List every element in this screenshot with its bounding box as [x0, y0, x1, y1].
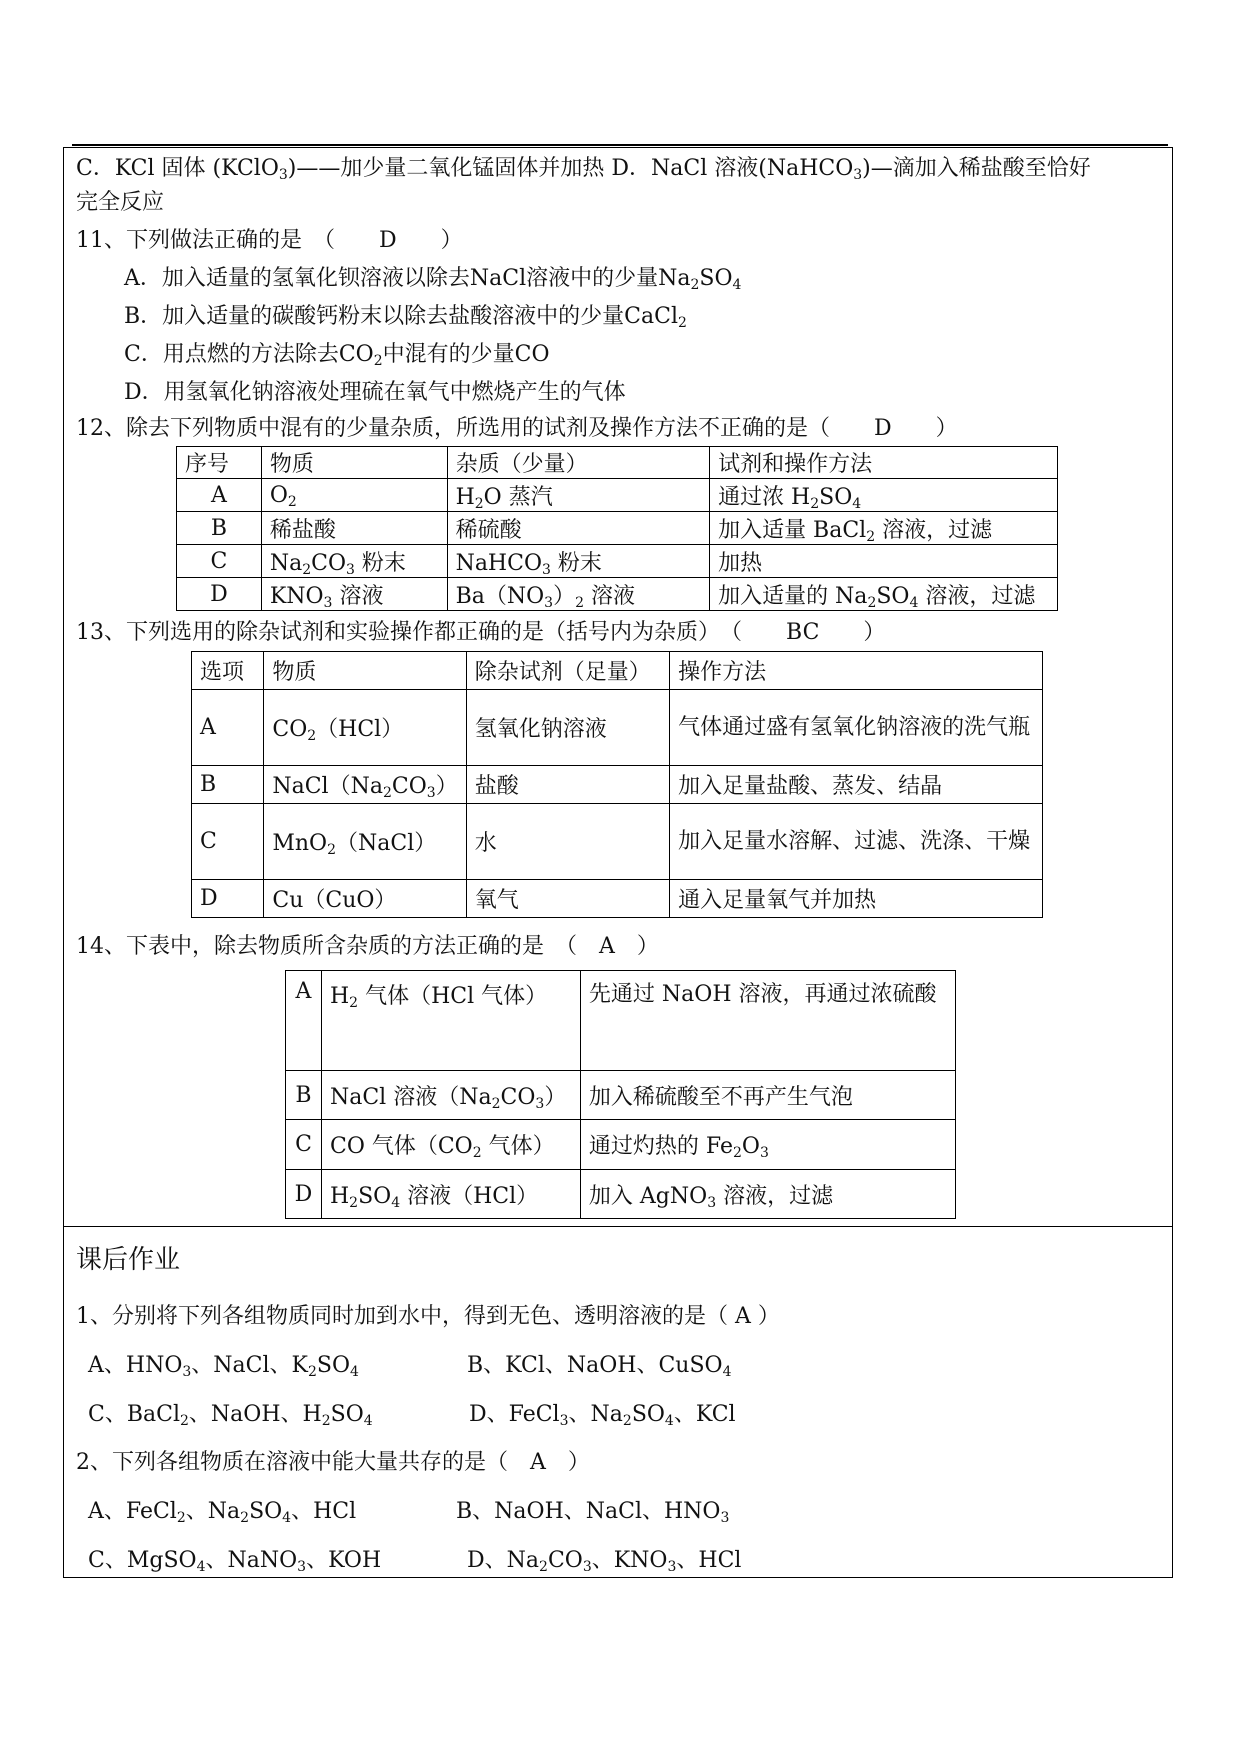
q13-stem: 13、下列选用的除杂试剂和实验操作都正确的是（括号内为杂质） （ BC ）: [76, 620, 886, 645]
q11-option-d: D．用氢氧化钠溶液处理硫在氧气中燃烧产生的气体: [124, 380, 626, 405]
q14-method: 先通过 NaOH 溶液，再通过浓硫酸: [580, 971, 955, 1071]
hw-q1-stem: 1、分别将下列各组物质同时加到水中，得到无色、透明溶液的是（ A ）: [76, 1304, 780, 1329]
q10-line-1: C．KCl 固体 (KClO$_3$)——加少量二氧化锰固体并加热 D．NaCl 溶液(NaHCO$_3$)—滴加入稀盐酸至恰好: [76, 156, 1091, 183]
q10-line-2: 完全反应: [76, 190, 165, 215]
q14-method: 加入稀硫酸至不再产生气泡: [580, 1071, 955, 1120]
q12-substance: $KNO_3$ 溶液: [261, 578, 447, 611]
q12-row: [177, 512, 1058, 545]
q14-row: [286, 1071, 956, 1120]
hw-q2-stem: 2、下列各组物质在溶液中能大量共存的是（ A ）: [76, 1450, 590, 1475]
section-divider: [63, 1226, 1173, 1227]
hw-q2-option-c: C、MgSO$_4$、NaNO$_3$、KOH: [88, 1548, 382, 1575]
hw-q1-option-c: C、BaCl$_2$、NaOH、$H_2SO_4$: [88, 1402, 373, 1429]
q14-row: [286, 971, 956, 1071]
q12-header-cell: 杂质（少量）: [447, 447, 710, 479]
q11-option-b: B．加入适量的碳酸钙粉末以除去盐酸溶液中的少量CaCl$_2$: [124, 304, 687, 331]
q12-header-row: [177, 447, 1058, 479]
q13-method: 加入足量水溶解、过滤、洗涤、干燥: [670, 804, 1043, 880]
q13-method: 通入足量氧气并加热: [670, 880, 1043, 918]
hw-q2-option-d: D、$Na_2CO_3$、$KNO_3$、HCl: [467, 1548, 742, 1575]
q14-row-id: B: [286, 1071, 322, 1120]
q12-row-id: C: [177, 545, 262, 578]
q13-row: [192, 880, 1043, 918]
q12-impurity: $Ba(NO_3)_2$ 溶液: [447, 578, 710, 611]
hw-q2-option-b: B、NaOH、NaCl、$HNO_3$: [456, 1499, 730, 1526]
q13-row-id: B: [192, 766, 264, 804]
q12-row-id: A: [177, 479, 262, 512]
q14-method: 通过灼热的 $Fe_2O_3$: [580, 1120, 955, 1170]
q12-method: 通过浓 $H_2SO_4$: [710, 479, 1058, 512]
q13-reagent: 氢氧化钠溶液: [466, 690, 669, 766]
q12-header-cell: 物质: [261, 447, 447, 479]
q13-row-id: C: [192, 804, 264, 880]
q13-method: 加入足量盐酸、蒸发、结晶: [670, 766, 1043, 804]
q12-row: [177, 479, 1058, 512]
q13-row: [192, 804, 1043, 880]
q11-option-a: A．加入适量的氢氧化钡溶液以除去NaCl溶液中的少量$Na_2SO_4$: [124, 266, 742, 293]
q13-row-id: A: [192, 690, 264, 766]
q13-method: 气体通过盛有氢氧化钠溶液的洗气瓶: [670, 690, 1043, 766]
q13-row: [192, 690, 1043, 766]
q12-method: 加入适量 BaCl$_2$ 溶液，过滤: [710, 512, 1058, 545]
homework-heading: 课后作业: [76, 1245, 181, 1275]
q12-row: [177, 545, 1058, 578]
q12-table: [176, 446, 1058, 611]
q13-table: [191, 651, 1043, 918]
q14-row-id: A: [286, 971, 322, 1071]
q13-header-cell: 操作方法: [670, 652, 1043, 690]
q12-impurity: $H_2O$ 蒸汽: [447, 479, 710, 512]
q14-substance: NaCl 溶液$(Na_2CO_3)$: [321, 1071, 580, 1120]
q12-header-cell: 试剂和操作方法: [710, 447, 1058, 479]
q14-substance: $H_2SO_4$ 溶液（HCl）: [321, 1170, 580, 1219]
q12-stem: 12、除去下列物质中混有的少量杂质，所选用的试剂及操作方法不正确的是（ D ）: [76, 416, 958, 441]
q14-row-id: D: [286, 1170, 322, 1219]
q14-method: 加入 AgNO$_3$ 溶液，过滤: [580, 1170, 955, 1219]
q11-stem: 11、下列做法正确的是 （ D ）: [76, 228, 463, 253]
q13-reagent: 盐酸: [466, 766, 669, 804]
q13-header-cell: 物质: [264, 652, 466, 690]
q13-row-id: D: [192, 880, 264, 918]
q12-impurity: NaHCO$_3$ 粉末: [447, 545, 710, 578]
q11-option-c: C．用点燃的方法除去$CO_2$中混有的少量CO: [124, 342, 550, 369]
q13-reagent: 氧气: [466, 880, 669, 918]
q14-row-id: C: [286, 1120, 322, 1170]
q14-stem: 14、下表中，除去物质所含杂质的方法正确的是 （ A ）: [76, 934, 659, 959]
q13-row: [192, 766, 1043, 804]
q14-row: [286, 1170, 956, 1219]
q14-table: [285, 970, 956, 1219]
q12-substance: 稀盐酸: [261, 512, 447, 545]
q13-substance: MnO$_2$（NaCl）: [264, 804, 466, 880]
q12-method: 加热: [710, 545, 1058, 578]
hw-q1-option-d: D、FeCl$_3$、$Na_2SO_4$、KCl: [469, 1402, 736, 1429]
q12-header-cell: 序号: [177, 447, 262, 479]
q12-substance: $Na_2CO_3$ 粉末: [261, 545, 447, 578]
q12-impurity: 稀硫酸: [447, 512, 710, 545]
q14-substance: $H_2$ 气体（HCl 气体）: [321, 971, 580, 1071]
q12-method: 加入适量的 $Na_2SO_4$ 溶液，过滤: [710, 578, 1058, 611]
q13-substance: $NaCl(Na_2CO_3)$: [264, 766, 466, 804]
q12-row-id: D: [177, 578, 262, 611]
q13-reagent: 水: [466, 804, 669, 880]
q13-header-row: [192, 652, 1043, 690]
hw-q1-option-a: A、$HNO_3$、NaCl、$K_2SO_4$: [88, 1353, 359, 1380]
header-rule: [72, 144, 1168, 146]
q12-row-id: B: [177, 512, 262, 545]
q14-substance: CO 气体（$CO_2$ 气体）: [321, 1120, 580, 1170]
hw-q1-option-b: B、KCl、NaOH、CuSO$_4$: [467, 1353, 732, 1380]
q13-header-cell: 除杂试剂（足量）: [466, 652, 669, 690]
q13-header-cell: 选项: [192, 652, 264, 690]
q14-row: [286, 1120, 956, 1170]
q12-substance: $O_2$: [261, 479, 447, 512]
hw-q2-option-a: A、FeCl$_2$、$Na_2SO_4$、HCl: [88, 1499, 357, 1526]
q12-row: [177, 578, 1058, 611]
q13-substance: Cu（CuO）: [264, 880, 466, 918]
q13-substance: $CO_2(HCl)$: [264, 690, 466, 766]
